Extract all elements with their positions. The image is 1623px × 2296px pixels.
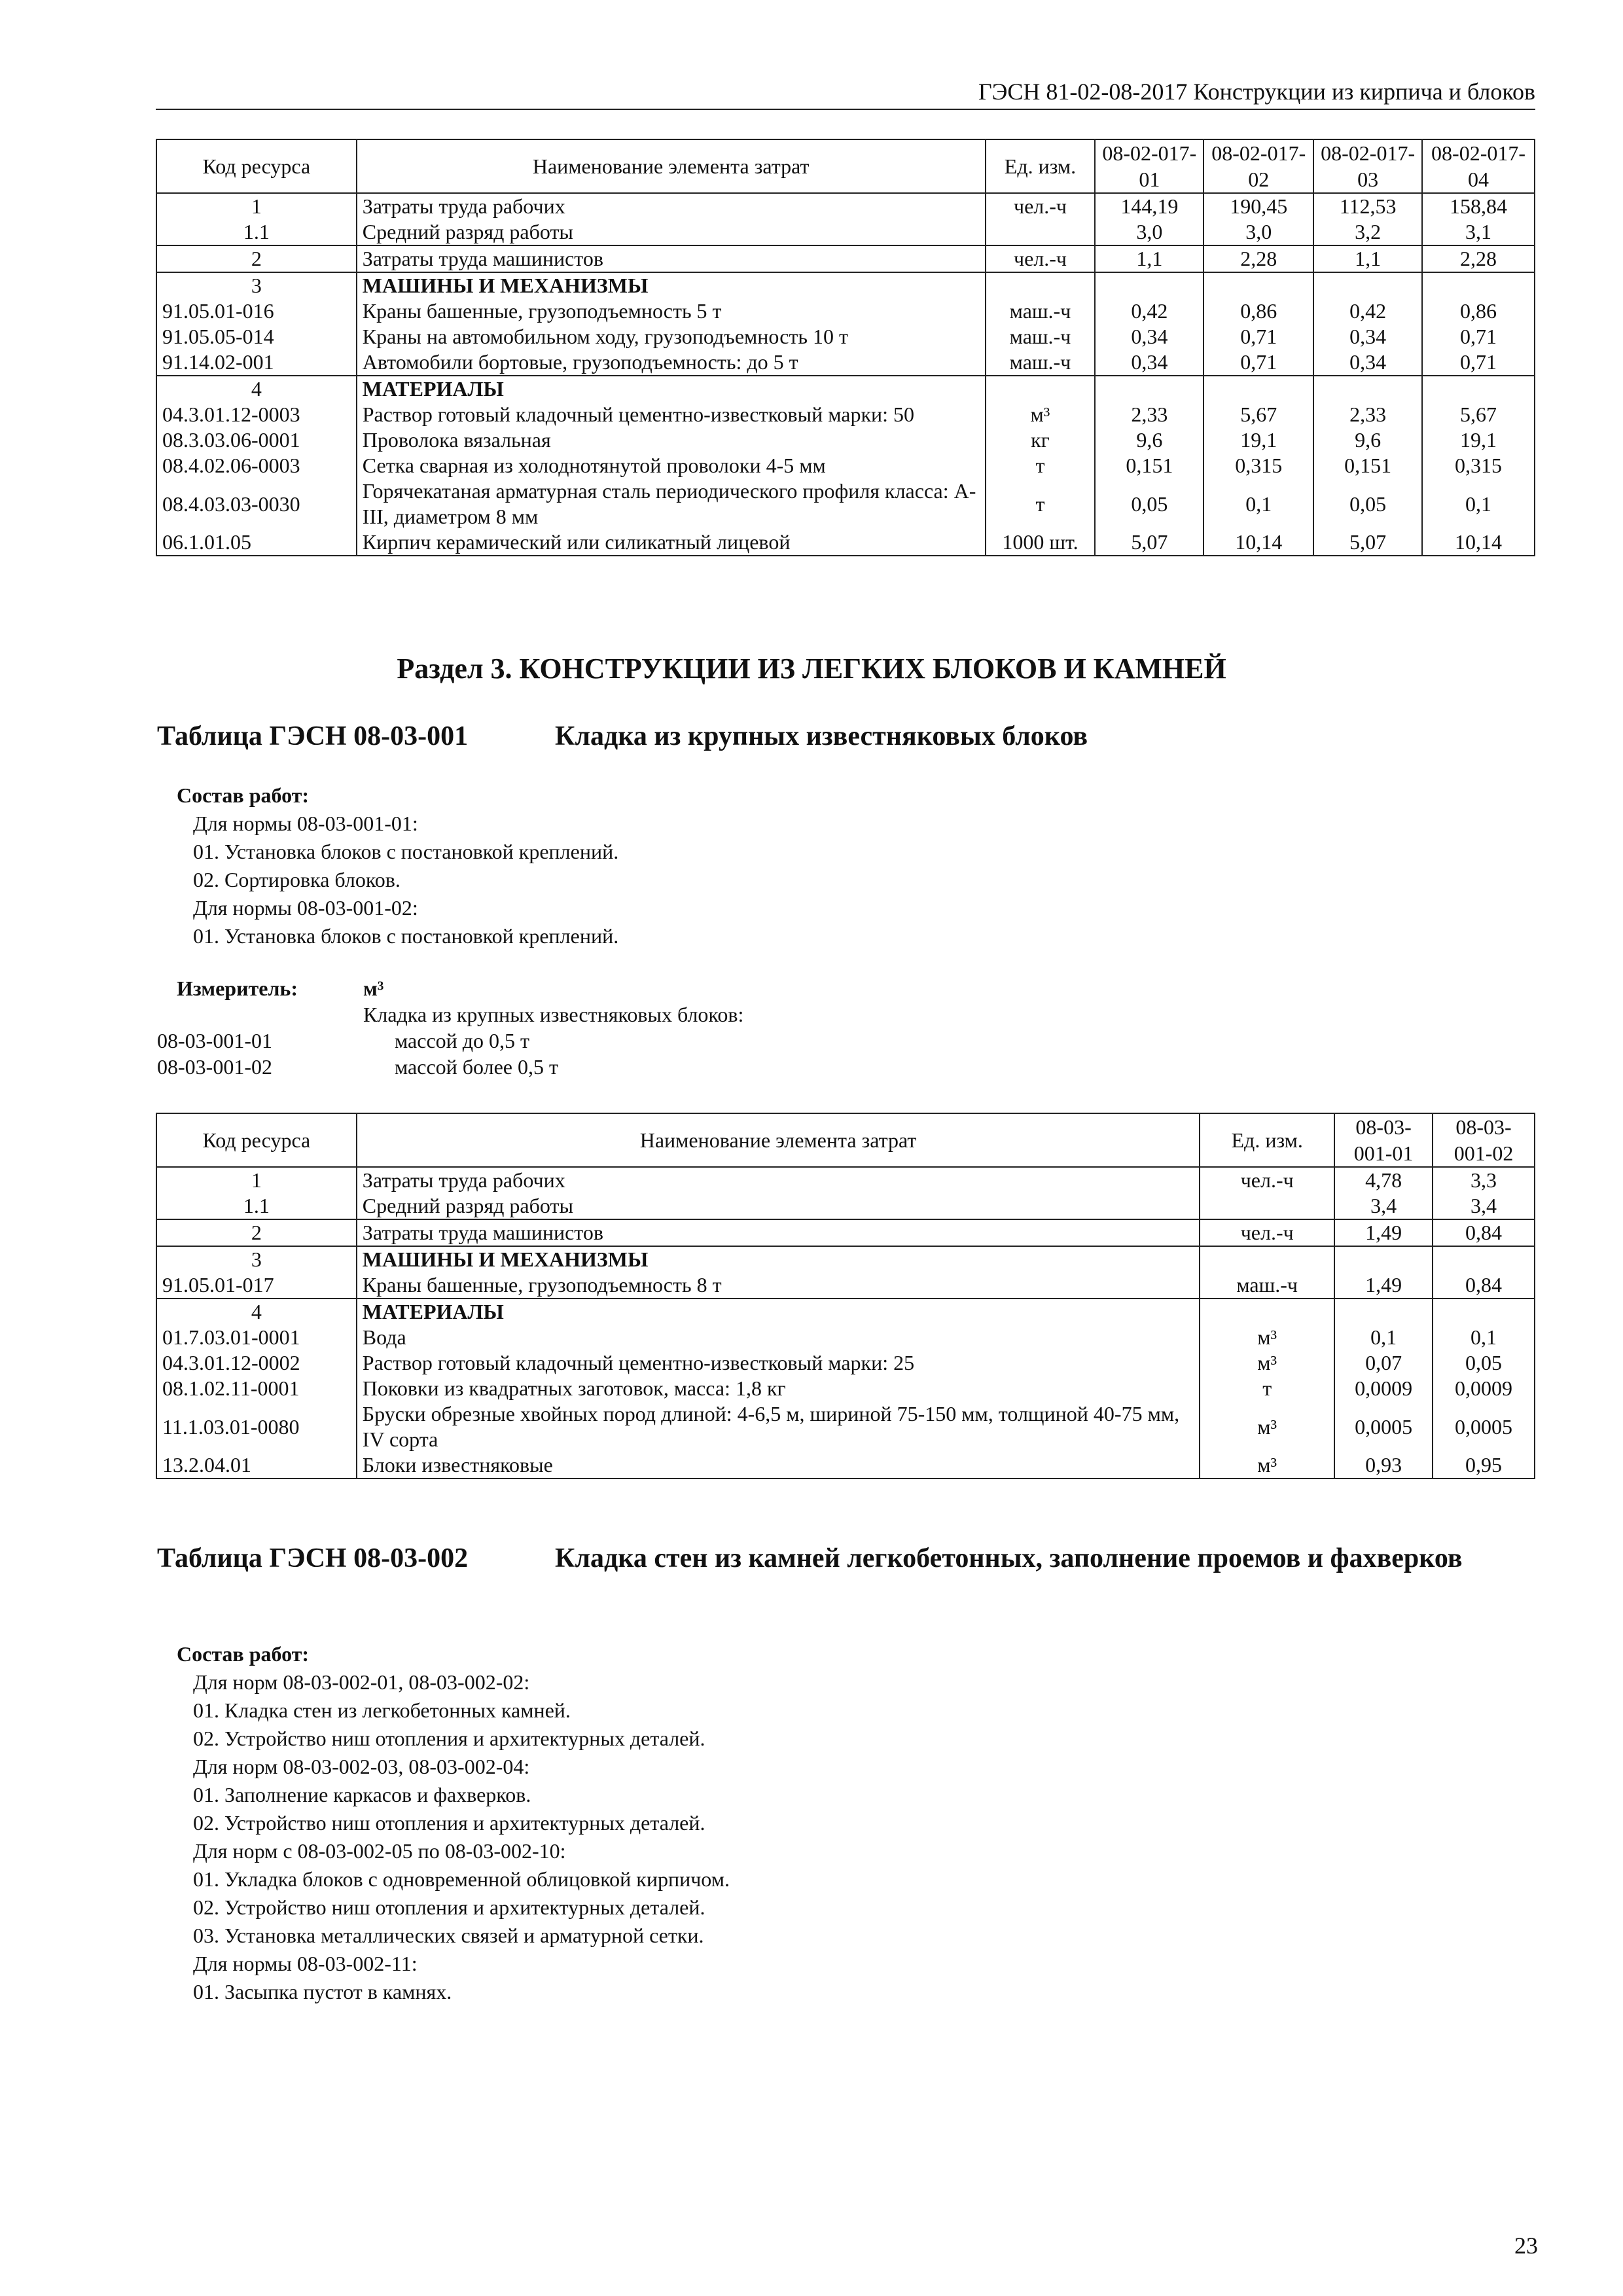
norm-code: 08-03-001-02 — [157, 1055, 272, 1079]
cell-value: 0,05 — [1313, 478, 1422, 529]
cell-code: 06.1.01.05 — [156, 529, 357, 556]
cell-name: Затраты труда машинистов — [357, 245, 986, 272]
table-row — [156, 1350, 1535, 1376]
cell-value: 190,45 — [1204, 193, 1313, 219]
cell-unit: кг — [986, 427, 1096, 453]
cell-unit: т — [1200, 1376, 1334, 1401]
table-row — [156, 324, 1535, 350]
cell-value: 0,0009 — [1433, 1376, 1535, 1401]
cell-value — [1313, 272, 1422, 298]
cell-value: 0,315 — [1422, 453, 1535, 478]
cell-unit: м³ — [1200, 1325, 1334, 1350]
cell-value: 0,1 — [1334, 1325, 1433, 1350]
cell-code: 91.14.02-001 — [156, 350, 357, 376]
cell-unit: чел.-ч — [1200, 1167, 1334, 1193]
cell-unit: маш.-ч — [1200, 1272, 1334, 1299]
cell-code: 3 — [156, 1246, 357, 1272]
table-row — [156, 245, 1535, 272]
cell-code: 04.3.01.12-0003 — [156, 402, 357, 427]
cell-code: 08.4.03.03-0030 — [156, 478, 357, 529]
cell-value: 0,42 — [1095, 298, 1204, 324]
cell-value: 0,0005 — [1334, 1401, 1433, 1452]
table-row — [156, 427, 1535, 453]
table-row — [156, 1376, 1535, 1401]
cell-unit — [986, 219, 1096, 245]
work-line: 02. Устройство ниш отопления и архитектурных деталей. — [193, 1895, 705, 1919]
cell-value: 5,07 — [1095, 529, 1204, 556]
col-v2-header: 08-02-017-02 — [1204, 139, 1313, 193]
work-line: 01. Кладка стен из легкобетонных камней. — [193, 1698, 571, 1722]
col-v4-header: 08-02-017-04 — [1422, 139, 1535, 193]
cell-name: Сетка сварная из холоднотянутой проволоки 4-5 мм — [357, 453, 986, 478]
cell-value: 2,28 — [1204, 245, 1313, 272]
cell-name: Краны башенные, грузоподъемность 8 т — [357, 1272, 1200, 1299]
cell-value — [1204, 272, 1313, 298]
col-unit-header: Ед. изм. — [1200, 1113, 1334, 1167]
table-header-row — [156, 139, 1535, 193]
work-line: 02. Устройство ниш отопления и архитектурных деталей. — [193, 1727, 705, 1750]
cell-value: 3,0 — [1095, 219, 1204, 245]
section-title: Раздел 3. КОНСТРУКЦИИ ИЗ ЛЕГКИХ БЛОКОВ И КАМНЕЙ — [397, 653, 1226, 685]
cell-unit: маш.-ч — [986, 350, 1096, 376]
cell-value: 0,86 — [1422, 298, 1535, 324]
work-line: Для нормы 08-03-002-11: — [193, 1952, 418, 1975]
cell-value: 9,6 — [1313, 427, 1422, 453]
cell-value: 0,315 — [1204, 453, 1313, 478]
cell-value: 3,4 — [1433, 1193, 1535, 1219]
cell-value: 5,67 — [1422, 402, 1535, 427]
col-v1-header: 08-02-017-01 — [1095, 139, 1204, 193]
work-line: 02. Сортировка блоков. — [193, 868, 401, 891]
cell-value — [1095, 376, 1204, 402]
cell-code: 3 — [156, 272, 357, 298]
cell-name: Краны на автомобильном ходу, грузоподъемность 10 т — [357, 324, 986, 350]
col-v3-header: 08-02-017-03 — [1313, 139, 1422, 193]
cell-value: 0,34 — [1095, 324, 1204, 350]
table-header-row — [156, 1113, 1535, 1167]
cell-value: 10,14 — [1204, 529, 1313, 556]
cell-code: 4 — [156, 1299, 357, 1325]
cell-name: Раствор готовый кладочный цементно-известковый марки: 50 — [357, 402, 986, 427]
cell-value: 0,0005 — [1433, 1401, 1535, 1452]
table-row — [156, 1325, 1535, 1350]
cell-value: 0,34 — [1095, 350, 1204, 376]
cell-name: Горячекатаная арматурная сталь периодического профиля класса: А-III, диаметром 8 мм — [357, 478, 986, 529]
cell-value: 10,14 — [1422, 529, 1535, 556]
cell-value: 0,151 — [1313, 453, 1422, 478]
table-row — [156, 376, 1535, 402]
cell-value: 3,0 — [1204, 219, 1313, 245]
cell-code: 2 — [156, 245, 357, 272]
cell-value: 1,49 — [1334, 1272, 1433, 1299]
meter-description: Кладка из крупных известняковых блоков: — [363, 1003, 744, 1026]
col-name-header: Наименование элемента затрат — [357, 139, 986, 193]
cell-unit: чел.-ч — [986, 193, 1096, 219]
cell-value: 0,71 — [1422, 324, 1535, 350]
cell-value: 19,1 — [1204, 427, 1313, 453]
cell-value — [1422, 272, 1535, 298]
table-row — [156, 453, 1535, 478]
cell-value: 0,1 — [1422, 478, 1535, 529]
cell-value — [1313, 376, 1422, 402]
cell-code: 11.1.03.01-0080 — [156, 1401, 357, 1452]
cell-value — [1204, 376, 1313, 402]
work-line: 01. Установка блоков с постановкой креплений. — [193, 924, 619, 948]
cell-value: 158,84 — [1422, 193, 1535, 219]
cell-unit: чел.-ч — [986, 245, 1096, 272]
cell-value: 1,1 — [1095, 245, 1204, 272]
cell-code: 08.1.02.11-0001 — [156, 1376, 357, 1401]
cell-name: МАТЕРИАЛЫ — [357, 1299, 1200, 1325]
cell-code: 2 — [156, 1219, 357, 1246]
cell-value: 0,1 — [1204, 478, 1313, 529]
work-line: Для норм 08-03-002-01, 08-03-002-02: — [193, 1670, 530, 1694]
table-row — [156, 1299, 1535, 1325]
cell-value: 0,71 — [1422, 350, 1535, 376]
table-label-08-03-001: Таблица ГЭСН 08-03-001 — [157, 721, 469, 751]
norm-code: 08-03-001-01 — [157, 1029, 272, 1052]
cell-code: 08.3.03.06-0001 — [156, 427, 357, 453]
table-row — [156, 350, 1535, 376]
cell-value: 112,53 — [1313, 193, 1422, 219]
table-row — [156, 219, 1535, 245]
cell-code: 1.1 — [156, 1193, 357, 1219]
cell-name: Кирпич керамический или силикатный лицевой — [357, 529, 986, 556]
cell-unit: 1000 шт. — [986, 529, 1096, 556]
cell-value: 0,86 — [1204, 298, 1313, 324]
table-row — [156, 1167, 1535, 1193]
table-row — [156, 298, 1535, 324]
cell-unit: маш.-ч — [986, 298, 1096, 324]
norm-text: массой до 0,5 т — [395, 1029, 530, 1052]
cell-name: Бруски обрезные хвойных пород длиной: 4-6,5 м, шириной 75-150 мм, толщиной 40-75 мм, IV сорта — [357, 1401, 1200, 1452]
table-row — [156, 193, 1535, 219]
col-v1-header: 08-03-001-01 — [1334, 1113, 1433, 1167]
cell-name: Блоки известняковые — [357, 1452, 1200, 1479]
cell-code: 01.7.03.01-0001 — [156, 1325, 357, 1350]
table-row — [156, 1272, 1535, 1299]
cell-name: МАТЕРИАЛЫ — [357, 376, 986, 402]
work-header: Состав работ: — [177, 1642, 310, 1666]
table-row — [156, 272, 1535, 298]
cell-value: 3,4 — [1334, 1193, 1433, 1219]
cell-value: 2,33 — [1313, 402, 1422, 427]
cell-unit — [1200, 1299, 1334, 1325]
cell-code: 08.4.02.06-0003 — [156, 453, 357, 478]
cell-name: Затраты труда рабочих — [357, 1167, 1200, 1193]
work-line: Для норм с 08-03-002-05 по 08-03-002-10: — [193, 1839, 566, 1863]
cell-value: 0,34 — [1313, 350, 1422, 376]
cell-name: Средний разряд работы — [357, 1193, 1200, 1219]
col-v2-header: 08-03-001-02 — [1433, 1113, 1535, 1167]
col-name-header: Наименование элемента затрат — [357, 1113, 1200, 1167]
cell-unit — [1200, 1246, 1334, 1272]
cell-value: 0,71 — [1204, 350, 1313, 376]
cell-value: 0,93 — [1334, 1452, 1433, 1479]
cost-table-08-02-017 — [156, 139, 1535, 556]
cell-value: 0,34 — [1313, 324, 1422, 350]
work-line: Для нормы 08-03-001-01: — [193, 812, 418, 835]
work-header: Состав работ: — [177, 783, 310, 807]
work-line: 02. Устройство ниш отопления и архитектурных деталей. — [193, 1811, 705, 1835]
work-line: 01. Укладка блоков с одновременной облицовкой кирпичом. — [193, 1867, 730, 1891]
cell-unit: м³ — [1200, 1350, 1334, 1376]
table-row — [156, 529, 1535, 556]
work-line: 01. Заполнение каркасов и фахверков. — [193, 1783, 531, 1806]
cell-name: МАШИНЫ И МЕХАНИЗМЫ — [357, 1246, 1200, 1272]
cell-code: 04.3.01.12-0002 — [156, 1350, 357, 1376]
work-line: 01. Засыпка пустот в камнях. — [193, 1980, 452, 2003]
cell-unit: т — [986, 478, 1096, 529]
cell-name: МАШИНЫ И МЕХАНИЗМЫ — [357, 272, 986, 298]
col-unit-header: Ед. изм. — [986, 139, 1096, 193]
table-row — [156, 478, 1535, 529]
cell-value: 3,3 — [1433, 1167, 1535, 1193]
table-row — [156, 1401, 1535, 1452]
norm-text: массой более 0,5 т — [395, 1055, 558, 1079]
cell-value: 3,1 — [1422, 219, 1535, 245]
cell-name: Средний разряд работы — [357, 219, 986, 245]
cell-name: Автомобили бортовые, грузоподъемность: до 5 т — [357, 350, 986, 376]
cell-code: 1 — [156, 193, 357, 219]
work-line: Для норм 08-03-002-03, 08-03-002-04: — [193, 1755, 530, 1778]
cell-code: 1.1 — [156, 219, 357, 245]
cell-value — [1433, 1299, 1535, 1325]
cell-value: 0,42 — [1313, 298, 1422, 324]
cell-name: Вода — [357, 1325, 1200, 1350]
cell-unit — [986, 376, 1096, 402]
cell-unit: м³ — [986, 402, 1096, 427]
table-label-08-03-002: Таблица ГЭСН 08-03-002 — [157, 1543, 469, 1573]
cell-name: Проволока вязальная — [357, 427, 986, 453]
cell-name: Краны башенные, грузоподъемность 5 т — [357, 298, 986, 324]
cell-value: 19,1 — [1422, 427, 1535, 453]
table-name-08-03-002: Кладка стен из камней легкобетонных, заполнение проемов и фахверков — [555, 1543, 1463, 1573]
cell-value: 0,1 — [1433, 1325, 1535, 1350]
header-title: ГЭСН 81-02-08-2017 Конструкции из кирпича и блоков — [978, 79, 1535, 105]
table-row — [156, 1193, 1535, 1219]
cell-value: 4,78 — [1334, 1167, 1433, 1193]
cell-value: 0,151 — [1095, 453, 1204, 478]
cell-value: 1,1 — [1313, 245, 1422, 272]
table-row — [156, 1246, 1535, 1272]
cell-unit: чел.-ч — [1200, 1219, 1334, 1246]
cell-value: 0,84 — [1433, 1219, 1535, 1246]
cell-unit — [986, 272, 1096, 298]
work-composition-08-03-001 — [157, 781, 618, 950]
cell-name: Затраты труда рабочих — [357, 193, 986, 219]
cell-value: 9,6 — [1095, 427, 1204, 453]
cell-value — [1433, 1246, 1535, 1272]
cell-value: 144,19 — [1095, 193, 1204, 219]
cell-value: 0,71 — [1204, 324, 1313, 350]
cell-value — [1095, 272, 1204, 298]
cell-code: 4 — [156, 376, 357, 402]
cell-code: 91.05.01-016 — [156, 298, 357, 324]
table-row — [156, 1219, 1535, 1246]
cell-unit — [1200, 1193, 1334, 1219]
cell-value: 5,67 — [1204, 402, 1313, 427]
page-number: 23 — [1514, 2233, 1538, 2259]
cell-unit: м³ — [1200, 1401, 1334, 1452]
cell-value: 0,05 — [1095, 478, 1204, 529]
cell-name: Затраты труда машинистов — [357, 1219, 1200, 1246]
work-line: Для нормы 08-03-001-02: — [193, 896, 418, 920]
cell-value: 0,07 — [1334, 1350, 1433, 1376]
cell-value — [1334, 1246, 1433, 1272]
cell-code: 13.2.04.01 — [156, 1452, 357, 1479]
col-code-header: Код ресурса — [156, 139, 357, 193]
cell-value: 5,07 — [1313, 529, 1422, 556]
table-row — [156, 402, 1535, 427]
cell-value: 2,33 — [1095, 402, 1204, 427]
work-line: 03. Установка металлических связей и арматурной сетки. — [193, 1924, 704, 1947]
col-code-header: Код ресурса — [156, 1113, 357, 1167]
cell-name: Поковки из квадратных заготовок, масса: 1,8 кг — [357, 1376, 1200, 1401]
cell-value: 0,84 — [1433, 1272, 1535, 1299]
cell-unit: м³ — [1200, 1452, 1334, 1479]
cell-value: 3,2 — [1313, 219, 1422, 245]
cell-value: 0,95 — [1433, 1452, 1535, 1479]
page-header — [156, 77, 1535, 110]
cell-name: Раствор готовый кладочный цементно-известковый марки: 25 — [357, 1350, 1200, 1376]
cell-code: 91.05.05-014 — [156, 324, 357, 350]
cell-value: 0,0009 — [1334, 1376, 1433, 1401]
cell-code: 91.05.01-017 — [156, 1272, 357, 1299]
cell-value: 0,05 — [1433, 1350, 1535, 1376]
cost-table-08-03-001 — [156, 1113, 1535, 1479]
cell-value: 2,28 — [1422, 245, 1535, 272]
cell-value — [1334, 1299, 1433, 1325]
table-name-08-03-001: Кладка из крупных известняковых блоков — [555, 721, 1088, 751]
meter-unit: м³ — [363, 977, 384, 1000]
cell-value — [1422, 376, 1535, 402]
meter-label: Измеритель: — [177, 977, 298, 1000]
table-row — [156, 1452, 1535, 1479]
cell-unit: т — [986, 453, 1096, 478]
work-line: 01. Установка блоков с постановкой креплений. — [193, 840, 619, 863]
cell-unit: маш.-ч — [986, 324, 1096, 350]
work-composition-08-03-002 — [157, 1640, 730, 2006]
cell-value: 1,49 — [1334, 1219, 1433, 1246]
cell-code: 1 — [156, 1167, 357, 1193]
